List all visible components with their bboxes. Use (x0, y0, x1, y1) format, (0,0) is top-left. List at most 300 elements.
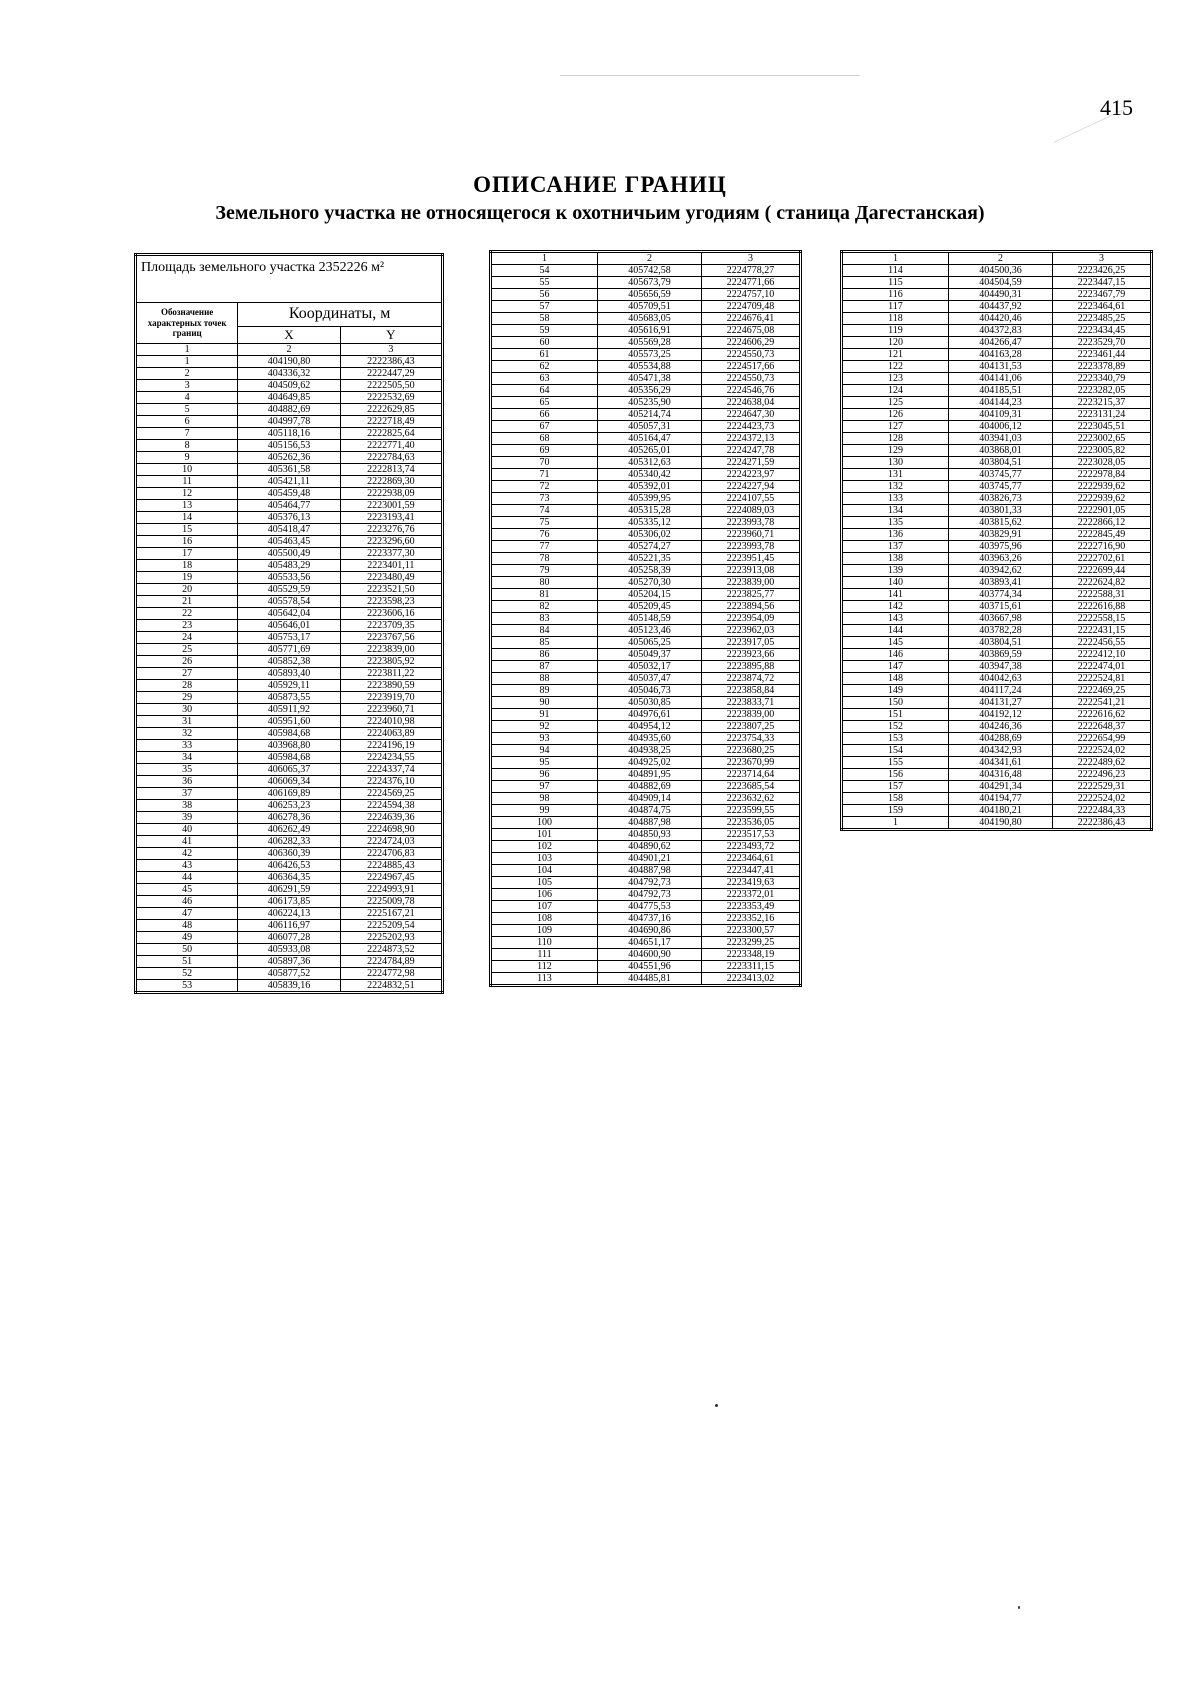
x-coordinate-cell: 406116,97 (238, 920, 340, 932)
table-row (136, 896, 443, 908)
point-number-cell: 106 (491, 889, 598, 901)
point-number-cell: 66 (491, 409, 598, 421)
x-coordinate-cell: 406282,33 (238, 836, 340, 848)
x-coordinate-cell: 405642,04 (238, 608, 340, 620)
x-coordinate-cell: 405156,53 (238, 440, 340, 452)
table-row (842, 517, 1152, 529)
point-number-cell: 105 (491, 877, 598, 889)
table-row (136, 728, 443, 740)
table-row (842, 601, 1152, 613)
point-number-cell: 13 (136, 500, 238, 512)
y-coordinate-cell: 2223606,16 (340, 608, 442, 620)
x-coordinate-cell: 405464,77 (238, 500, 340, 512)
point-number-cell: 88 (491, 673, 598, 685)
point-number-cell: 85 (491, 637, 598, 649)
point-number-cell: 31 (136, 716, 238, 728)
x-coordinate-cell: 404504,59 (949, 277, 1053, 289)
y-coordinate-cell: 2222529,31 (1053, 781, 1152, 793)
x-coordinate-cell: 405839,16 (238, 980, 340, 993)
table-row (491, 697, 801, 709)
y-coordinate-cell: 2225209,54 (340, 920, 442, 932)
x-coordinate-cell: 405030,85 (598, 697, 702, 709)
x-coordinate-cell: 404890,62 (598, 841, 702, 853)
y-coordinate-cell: 2222939,62 (1053, 481, 1152, 493)
point-number-cell: 144 (842, 625, 949, 637)
y-coordinate-cell: 2224372,13 (702, 433, 801, 445)
table-row (491, 613, 801, 625)
y-coordinate-cell: 2224638,04 (702, 397, 801, 409)
x-coordinate-cell: 404192,12 (949, 709, 1053, 721)
y-coordinate-cell: 2222588,31 (1053, 589, 1152, 601)
point-number-cell: 98 (491, 793, 598, 805)
column-number-3: 3 (340, 344, 442, 356)
point-number-cell: 109 (491, 925, 598, 937)
y-coordinate-cell: 2224196,19 (340, 740, 442, 752)
point-number-cell: 100 (491, 817, 598, 829)
point-number-cell: 95 (491, 757, 598, 769)
point-number-cell: 80 (491, 577, 598, 589)
table-row (136, 872, 443, 884)
table-row (842, 613, 1152, 625)
y-coordinate-cell: 2224873,52 (340, 944, 442, 956)
point-number-cell: 155 (842, 757, 949, 769)
point-number-cell: 99 (491, 805, 598, 817)
x-coordinate-cell: 405463,45 (238, 536, 340, 548)
x-coordinate-cell: 403782,28 (949, 625, 1053, 637)
point-number-cell: 39 (136, 812, 238, 824)
point-number-cell: 29 (136, 692, 238, 704)
y-coordinate-cell: 2223378,89 (1053, 361, 1152, 373)
point-number-cell: 9 (136, 452, 238, 464)
y-coordinate-cell: 2223598,23 (340, 596, 442, 608)
x-coordinate-cell: 404938,25 (598, 745, 702, 757)
table-row (491, 769, 801, 781)
y-coordinate-cell: 2223993,78 (702, 517, 801, 529)
x-coordinate-cell: 404163,28 (949, 349, 1053, 361)
y-coordinate-cell: 2223045,51 (1053, 421, 1152, 433)
point-number-cell: 38 (136, 800, 238, 812)
point-number-cell: 147 (842, 661, 949, 673)
x-coordinate-cell: 406360,39 (238, 848, 340, 860)
y-coordinate-cell: 2223825,77 (702, 589, 801, 601)
table-row (842, 637, 1152, 649)
point-number-cell: 6 (136, 416, 238, 428)
y-coordinate-cell: 2223521,50 (340, 584, 442, 596)
table-row (136, 692, 443, 704)
x-coordinate-cell: 404500,36 (949, 265, 1053, 277)
y-coordinate-cell: 2224423,73 (702, 421, 801, 433)
y-coordinate-cell: 2222524,02 (1053, 793, 1152, 805)
x-coordinate-cell: 404246,36 (949, 721, 1053, 733)
y-coordinate-cell: 2223833,71 (702, 697, 801, 709)
point-number-cell: 122 (842, 361, 949, 373)
point-number-cell: 5 (136, 404, 238, 416)
x-coordinate-cell: 405893,40 (238, 668, 340, 680)
y-coordinate-cell: 2223923,66 (702, 649, 801, 661)
y-coordinate-cell: 2224967,45 (340, 872, 442, 884)
table-row (842, 433, 1152, 445)
y-coordinate-cell: 2223811,22 (340, 668, 442, 680)
y-coordinate-cell: 2222978,84 (1053, 469, 1152, 481)
table-row (491, 445, 801, 457)
point-number-cell: 132 (842, 481, 949, 493)
table-row (136, 368, 443, 380)
y-coordinate-cell: 2223340,79 (1053, 373, 1152, 385)
x-coordinate-cell: 406426,53 (238, 860, 340, 872)
y-coordinate-cell: 2223807,25 (702, 721, 801, 733)
table-row (842, 649, 1152, 661)
y-coordinate-cell: 2222616,88 (1053, 601, 1152, 613)
y-coordinate-cell: 2223954,09 (702, 613, 801, 625)
y-coordinate-cell: 2223960,71 (702, 529, 801, 541)
point-number-cell: 75 (491, 517, 598, 529)
table-row (842, 757, 1152, 769)
y-coordinate-cell: 2223919,70 (340, 692, 442, 704)
x-coordinate-cell: 406077,28 (238, 932, 340, 944)
y-coordinate-cell: 2222869,30 (340, 476, 442, 488)
table-row (491, 481, 801, 493)
x-coordinate-cell: 403893,41 (949, 577, 1053, 589)
table-row (136, 608, 443, 620)
table-row (842, 313, 1152, 325)
y-coordinate-cell: 2223890,59 (340, 680, 442, 692)
table-row (491, 685, 801, 697)
point-number-cell: 107 (491, 901, 598, 913)
area-row (136, 255, 443, 303)
table-row (136, 428, 443, 440)
x-coordinate-cell: 405258,39 (598, 565, 702, 577)
scan-speck (715, 1404, 718, 1407)
y-coordinate-cell: 2222474,01 (1053, 661, 1152, 673)
y-coordinate-cell: 2223536,05 (702, 817, 801, 829)
y-coordinate-cell: 2224885,43 (340, 860, 442, 872)
point-number-cell: 97 (491, 781, 598, 793)
point-number-cell: 111 (491, 949, 598, 961)
y-coordinate-cell: 2223767,56 (340, 632, 442, 644)
table-row (136, 392, 443, 404)
x-coordinate-cell: 404737,16 (598, 913, 702, 925)
x-coordinate-cell: 405933,08 (238, 944, 340, 956)
point-number-cell: 40 (136, 824, 238, 836)
y-coordinate-cell: 2224647,30 (702, 409, 801, 421)
table-row (491, 805, 801, 817)
point-number-cell: 150 (842, 697, 949, 709)
point-number-cell: 45 (136, 884, 238, 896)
column-number-row (842, 252, 1152, 265)
point-number-cell: 138 (842, 553, 949, 565)
table-row (136, 620, 443, 632)
table-row (842, 805, 1152, 817)
x-coordinate-cell: 406278,36 (238, 812, 340, 824)
y-coordinate-cell: 2223839,00 (702, 709, 801, 721)
point-number-cell: 65 (491, 397, 598, 409)
y-coordinate-cell: 2223276,76 (340, 524, 442, 536)
x-coordinate-cell: 406173,85 (238, 896, 340, 908)
y-coordinate-cell: 2223894,56 (702, 601, 801, 613)
x-coordinate-cell: 405148,59 (598, 613, 702, 625)
table-row (491, 937, 801, 949)
table-row (136, 956, 443, 968)
point-number-cell: 69 (491, 445, 598, 457)
y-coordinate-cell: 2223858,84 (702, 685, 801, 697)
point-number-cell: 128 (842, 433, 949, 445)
x-coordinate-cell: 404882,69 (238, 404, 340, 416)
table-row (491, 373, 801, 385)
table-row (491, 529, 801, 541)
y-coordinate-cell: 2224376,10 (340, 776, 442, 788)
x-coordinate-cell: 404850,93 (598, 829, 702, 841)
point-number-cell: 121 (842, 349, 949, 361)
x-coordinate-cell: 404792,73 (598, 877, 702, 889)
point-number-cell: 141 (842, 589, 949, 601)
x-coordinate-cell: 405534,88 (598, 361, 702, 373)
x-coordinate-cell: 403869,59 (949, 649, 1053, 661)
point-number-cell: 74 (491, 505, 598, 517)
table-row (491, 865, 801, 877)
x-coordinate-cell: 405037,47 (598, 673, 702, 685)
point-number-cell: 42 (136, 848, 238, 860)
table-row (136, 644, 443, 656)
point-number-cell: 54 (491, 265, 598, 277)
point-number-cell: 159 (842, 805, 949, 817)
point-number-cell: 73 (491, 493, 598, 505)
x-coordinate-cell: 405646,01 (238, 620, 340, 632)
x-coordinate-cell: 405376,13 (238, 512, 340, 524)
point-number-cell: 67 (491, 421, 598, 433)
x-coordinate-cell: 404006,12 (949, 421, 1053, 433)
point-number-cell: 10 (136, 464, 238, 476)
table-row (491, 337, 801, 349)
y-coordinate-cell: 2224676,41 (702, 313, 801, 325)
y-coordinate-cell: 2223300,57 (702, 925, 801, 937)
y-coordinate-cell: 2224546,76 (702, 385, 801, 397)
y-coordinate-cell: 2222901,05 (1053, 505, 1152, 517)
x-coordinate-cell: 404651,17 (598, 937, 702, 949)
y-coordinate-cell: 2223962,03 (702, 625, 801, 637)
y-coordinate-cell: 2222825,64 (340, 428, 442, 440)
point-number-cell: 156 (842, 769, 949, 781)
table-row (842, 289, 1152, 301)
point-number-cell: 152 (842, 721, 949, 733)
point-number-cell: 33 (136, 740, 238, 752)
x-coordinate-cell: 403968,80 (238, 740, 340, 752)
point-number-cell: 94 (491, 745, 598, 757)
column-number-1: 1 (842, 252, 949, 265)
table-row (136, 860, 443, 872)
point-number-cell: 118 (842, 313, 949, 325)
coordinates-table-2 (489, 250, 802, 987)
x-coordinate-cell: 404117,24 (949, 685, 1053, 697)
x-coordinate-cell: 405421,11 (238, 476, 340, 488)
table-row (842, 481, 1152, 493)
point-number-cell: 36 (136, 776, 238, 788)
point-number-cell: 53 (136, 980, 238, 993)
table-row (136, 632, 443, 644)
x-coordinate-cell: 405270,30 (598, 577, 702, 589)
y-coordinate-cell: 2222558,15 (1053, 613, 1152, 625)
column-number-3: 3 (1053, 252, 1152, 265)
x-coordinate-cell: 403975,96 (949, 541, 1053, 553)
point-number-cell: 101 (491, 829, 598, 841)
table-row (491, 913, 801, 925)
table-row (136, 572, 443, 584)
x-coordinate-cell: 404490,31 (949, 289, 1053, 301)
point-number-cell: 115 (842, 277, 949, 289)
point-number-cell: 81 (491, 589, 598, 601)
point-number-cell: 158 (842, 793, 949, 805)
x-coordinate-cell: 405852,38 (238, 656, 340, 668)
table-row (491, 601, 801, 613)
coordinates-table-3 (840, 250, 1153, 831)
x-coordinate-cell: 406069,34 (238, 776, 340, 788)
x-coordinate-cell: 404509,62 (238, 380, 340, 392)
point-number-cell: 64 (491, 385, 598, 397)
table-row (491, 817, 801, 829)
column-number-1: 1 (136, 344, 238, 356)
table-row (136, 440, 443, 452)
table-row (842, 349, 1152, 361)
x-coordinate-cell: 405533,56 (238, 572, 340, 584)
y-coordinate-cell: 2224247,78 (702, 445, 801, 457)
y-coordinate-cell: 2224706,83 (340, 848, 442, 860)
table-row (491, 961, 801, 973)
point-number-cell: 60 (491, 337, 598, 349)
x-coordinate-cell: 405911,92 (238, 704, 340, 716)
x-coordinate-cell: 404690,86 (598, 925, 702, 937)
point-number-cell: 71 (491, 469, 598, 481)
table-row (136, 980, 443, 993)
table-row (491, 901, 801, 913)
table-row (491, 625, 801, 637)
table-row (491, 421, 801, 433)
point-number-cell: 63 (491, 373, 598, 385)
point-number-cell: 119 (842, 325, 949, 337)
y-coordinate-cell: 2224337,74 (340, 764, 442, 776)
table-row (491, 721, 801, 733)
y-coordinate-cell: 2222718,49 (340, 416, 442, 428)
y-coordinate-cell: 2223839,00 (702, 577, 801, 589)
table-row (842, 337, 1152, 349)
table-row (842, 817, 1152, 830)
table-row (136, 848, 443, 860)
y-coordinate-cell: 2223001,59 (340, 500, 442, 512)
y-coordinate-cell: 2224778,27 (702, 265, 801, 277)
x-coordinate-cell: 404935,60 (598, 733, 702, 745)
x-coordinate-cell: 404600,90 (598, 949, 702, 961)
x-coordinate-cell: 405500,49 (238, 548, 340, 560)
table-row (491, 277, 801, 289)
point-number-cell: 8 (136, 440, 238, 452)
table-row (491, 661, 801, 673)
table-row (136, 536, 443, 548)
point-number-cell: 149 (842, 685, 949, 697)
point-number-cell: 117 (842, 301, 949, 313)
x-coordinate-cell: 405483,29 (238, 560, 340, 572)
point-number-cell: 134 (842, 505, 949, 517)
x-coordinate-cell: 403667,98 (949, 613, 1053, 625)
table-row (491, 409, 801, 421)
table-row (842, 745, 1152, 757)
x-coordinate-cell: 405335,12 (598, 517, 702, 529)
y-coordinate-cell: 2225009,78 (340, 896, 442, 908)
point-number-cell: 50 (136, 944, 238, 956)
x-coordinate-cell: 403815,62 (949, 517, 1053, 529)
table-row (136, 584, 443, 596)
table-row (491, 457, 801, 469)
y-coordinate-cell: 2222654,99 (1053, 733, 1152, 745)
x-coordinate-cell: 404342,93 (949, 745, 1053, 757)
table-row (491, 757, 801, 769)
x-coordinate-cell: 406253,23 (238, 800, 340, 812)
table-row (491, 553, 801, 565)
point-number-cell: 37 (136, 788, 238, 800)
y-coordinate-cell: 2222771,40 (340, 440, 442, 452)
point-number-cell: 22 (136, 608, 238, 620)
x-coordinate-cell: 404194,77 (949, 793, 1053, 805)
table-row (136, 764, 443, 776)
point-number-cell: 4 (136, 392, 238, 404)
y-coordinate-cell: 2223480,49 (340, 572, 442, 584)
x-coordinate-cell: 405118,16 (238, 428, 340, 440)
x-coordinate-cell: 404372,83 (949, 325, 1053, 337)
point-number-cell: 30 (136, 704, 238, 716)
y-coordinate-cell: 2223599,55 (702, 805, 801, 817)
point-number-cell: 16 (136, 536, 238, 548)
y-coordinate-cell: 2224569,25 (340, 788, 442, 800)
y-coordinate-cell: 2222524,81 (1053, 673, 1152, 685)
point-number-cell: 61 (491, 349, 598, 361)
y-coordinate-cell: 2222702,61 (1053, 553, 1152, 565)
point-number-cell: 112 (491, 961, 598, 973)
point-designation-header: Обозначение характерных точек границ (136, 303, 238, 344)
y-coordinate-cell: 2223993,78 (702, 541, 801, 553)
x-coordinate-cell: 404336,32 (238, 368, 340, 380)
y-coordinate-cell: 2223529,70 (1053, 337, 1152, 349)
y-coordinate-cell: 2222866,12 (1053, 517, 1152, 529)
x-coordinate-cell: 405984,68 (238, 752, 340, 764)
table-row (491, 565, 801, 577)
y-coordinate-cell: 2223215,37 (1053, 397, 1152, 409)
x-coordinate-cell: 405340,42 (598, 469, 702, 481)
x-coordinate-cell: 404316,48 (949, 769, 1053, 781)
point-number-cell: 110 (491, 937, 598, 949)
y-coordinate-cell: 2223632,62 (702, 793, 801, 805)
y-coordinate-cell: 2224784,89 (340, 956, 442, 968)
table-row (491, 889, 801, 901)
x-coordinate-cell: 405984,68 (238, 728, 340, 740)
y-coordinate-cell: 2223709,35 (340, 620, 442, 632)
y-coordinate-cell: 2222524,02 (1053, 745, 1152, 757)
y-coordinate-cell: 2224606,29 (702, 337, 801, 349)
x-coordinate-cell: 405221,35 (598, 553, 702, 565)
point-number-cell: 21 (136, 596, 238, 608)
table-row (491, 301, 801, 313)
table-row (136, 704, 443, 716)
x-coordinate-cell: 403801,33 (949, 505, 1053, 517)
point-number-cell: 133 (842, 493, 949, 505)
x-coordinate-cell: 403947,38 (949, 661, 1053, 673)
point-number-cell: 23 (136, 620, 238, 632)
point-number-cell: 143 (842, 613, 949, 625)
y-coordinate-cell: 2222505,50 (340, 380, 442, 392)
x-coordinate-cell: 404437,92 (949, 301, 1053, 313)
point-number-cell: 104 (491, 865, 598, 877)
y-coordinate-cell: 2223372,01 (702, 889, 801, 901)
y-coordinate-cell: 2222624,82 (1053, 577, 1152, 589)
point-number-cell: 87 (491, 661, 598, 673)
x-coordinate-cell: 405312,63 (598, 457, 702, 469)
x-coordinate-cell: 405742,58 (598, 265, 702, 277)
